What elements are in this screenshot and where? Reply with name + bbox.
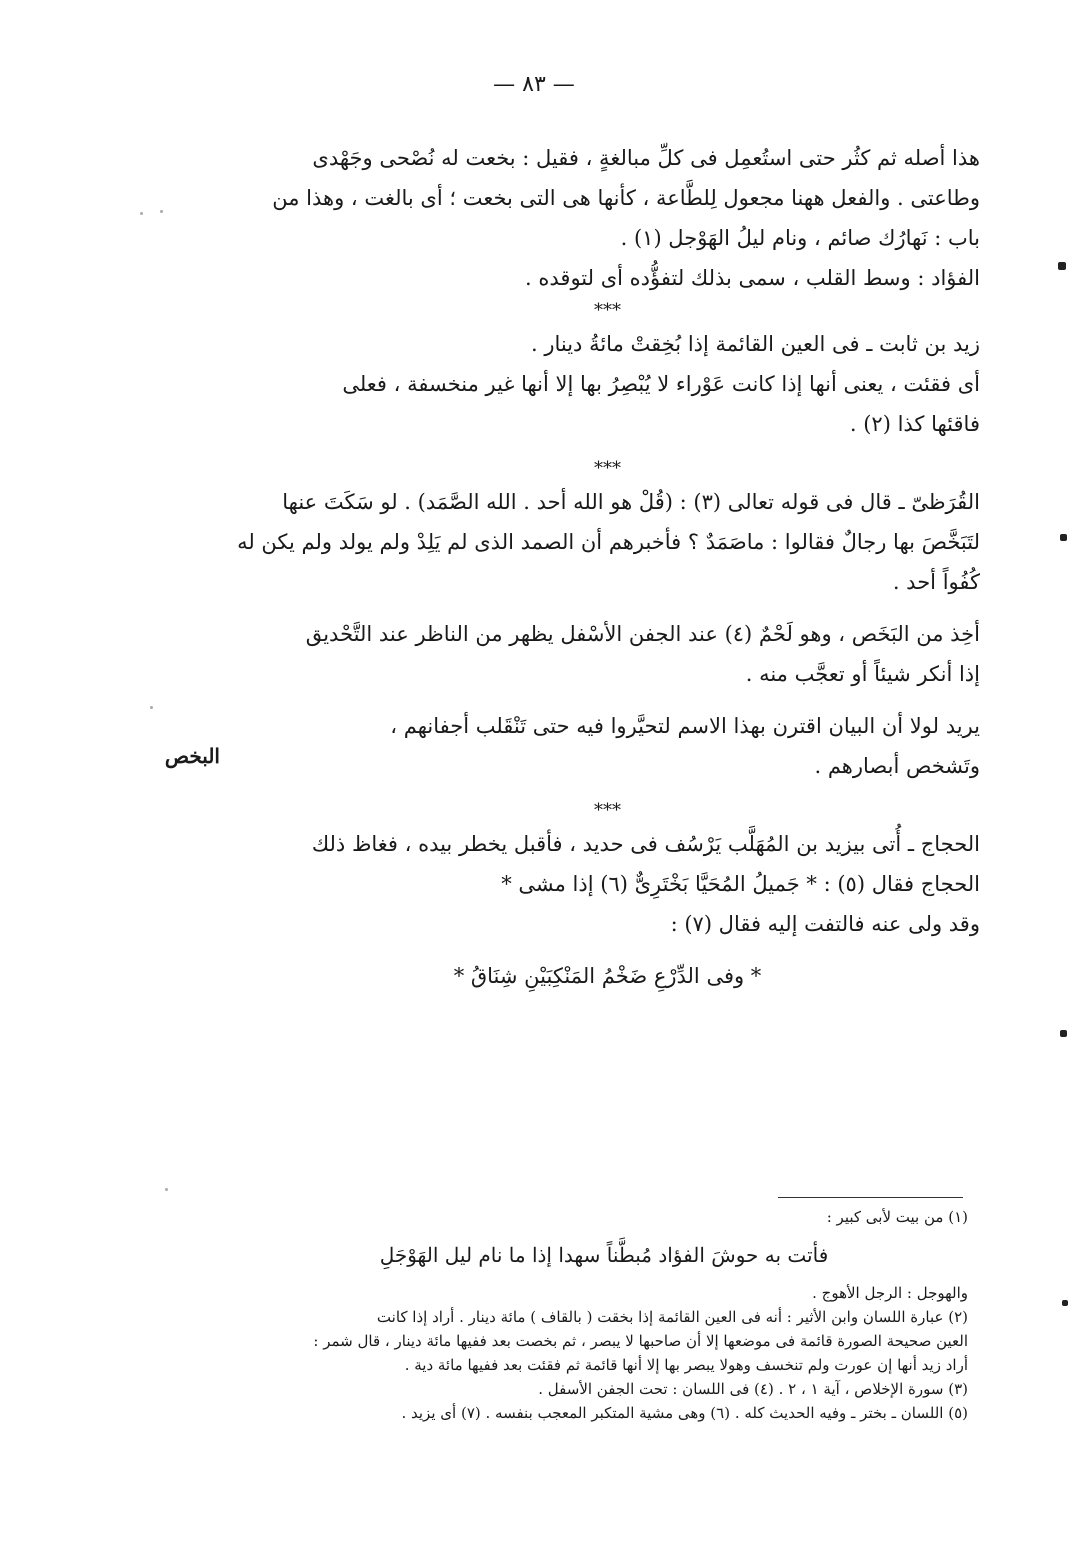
footnote-line: أراد زيد أنها إن عورت ولم تنخسف وهولا يبصر بها إلا أنها قائمة ثم فقئت بعد ففيها مائة دية . — [404, 1356, 968, 1374]
text-line: وتَشخص أبصارهم . — [814, 754, 980, 778]
footnote-line: (٣) سورة الإخلاص ، آية ١ ، ٢ . (٤) فى اللسان : تحت الجفن الأسفل . — [538, 1380, 968, 1398]
footnote-line: (٢) عبارة اللسان وابن الأثير : أنه فى العين القائمة إذا بخقت ( بالقاف ) مائة دينار . أراد إذا كانت — [376, 1308, 968, 1326]
footnote-verse: فأتت به حوشَ الفؤاد مُبطَّناً سهدا إذا ما نام ليل الهَوْجَلِ — [379, 1243, 829, 1267]
footnote-line: (١) من بيت لأبى كبير : — [826, 1208, 968, 1226]
footnote-line: والهوجل : الرجل الأهوج . — [812, 1284, 968, 1302]
scan-mark — [1062, 1300, 1068, 1306]
text-line: أى فقئت ، يعنى أنها إذا كانت عَوْراء لا يُبْصِرُ بها إلا أنها غير منخسفة ، فعلى — [342, 372, 980, 396]
scan-speck — [150, 706, 153, 709]
section-separator: *** — [594, 800, 621, 821]
footnote-line: (٥) اللسان ـ بختر ـ وفيه الحديث كله . (٦) وهى مشية المتكبر المعجب بنفسه . (٧) أى يزيد . — [401, 1404, 968, 1422]
section-separator: *** — [594, 458, 621, 479]
text-line: الفؤاد : وسط القلب ، سمى بذلك لتفؤُّده أى لتوقده . — [525, 266, 980, 290]
text-line: القُرَظىّ ـ قال فى قوله تعالى (٣) : (قُلْ هو الله أحد . الله الصَّمَد) . لو سَكَتَ عنها — [282, 490, 980, 514]
text-line: أخِذ من البَخَص ، وهو لَحْمٌ (٤) عند الجفن الأسْفل يظهر من الناظر عند التَّحْديق — [305, 622, 980, 646]
scan-mark — [1060, 1030, 1067, 1037]
verse-line: * وفى الدِّرْعِ ضَخْمُ المَنْكِبَيْنِ شِنَاقُ * — [453, 964, 762, 988]
scan-mark — [1058, 262, 1066, 270]
scan-speck — [165, 1188, 168, 1191]
main-text — [235, 138, 980, 996]
footnotes — [240, 1205, 968, 1425]
text-line: إذا أنكر شيئاً أو تعجَّب منه . — [745, 662, 980, 686]
scan-mark — [1060, 534, 1067, 541]
footnote-line: العين صحيحة الصورة قائمة فى موضعها إلا أن صاحبها لا يبصر ، ثم بخصت بعد ففيها مائة دينار ، قال شمر : — [313, 1332, 968, 1350]
text-line: وطاعتى . والفعل ههنا مجعول لِلطَّاعة ، كأنها هى التى بخعت ؛ أى بالغت ، وهذا من — [272, 186, 980, 210]
text-line: باب : نَهارُك صائم ، ونام ليلُ الهَوْجل (١) . — [620, 226, 980, 250]
text-line: كُفُواً أحد . — [892, 570, 980, 594]
section-separator: *** — [594, 300, 621, 321]
text-line: زيد بن ثابت ـ فى العين القائمة إذا بُخِقتْ مائةُ دينار . — [530, 332, 980, 356]
scan-speck — [140, 212, 143, 215]
footnote-divider — [778, 1197, 963, 1198]
text-line: يريد لولا أن البيان اقترن بهذا الاسم لتحيَّروا فيه حتى تَنْقَلب أجفانهم ، — [390, 714, 980, 738]
text-line: وقد ولى عنه فالتفت إليه فقال (٧) : — [670, 912, 980, 936]
page-number: — ٨٣ — — [493, 72, 575, 97]
text-line: الحجاج ـ أُتى بيزيد بن المُهَلَّب يَرْسُف فى حديد ، فأقبل يخطر بيده ، فغاظ ذلك — [311, 832, 980, 856]
scan-speck — [160, 210, 163, 213]
text-line: الحجاج فقال (٥) : * جَميلُ المُحَيَّا بَخْتَرِىٌّ (٦) إذا مشى * — [501, 872, 980, 896]
margin-keyword: البخص — [164, 744, 220, 768]
text-line: هذا أصله ثم كثُر حتى استُعمِل فى كلِّ مبالغةٍ ، فقيل : بخعت له نُصْحى وجَهْدى — [312, 146, 980, 170]
text-line: فاقئها كذا (٢) . — [849, 412, 980, 436]
text-line: لتَبَخَّصَ بها رجالٌ فقالوا : ماصَمَدٌ ؟ فأخبرهم أن الصمد الذى لم يَلِدْ ولم يولد ولم يكن له — [237, 530, 980, 554]
